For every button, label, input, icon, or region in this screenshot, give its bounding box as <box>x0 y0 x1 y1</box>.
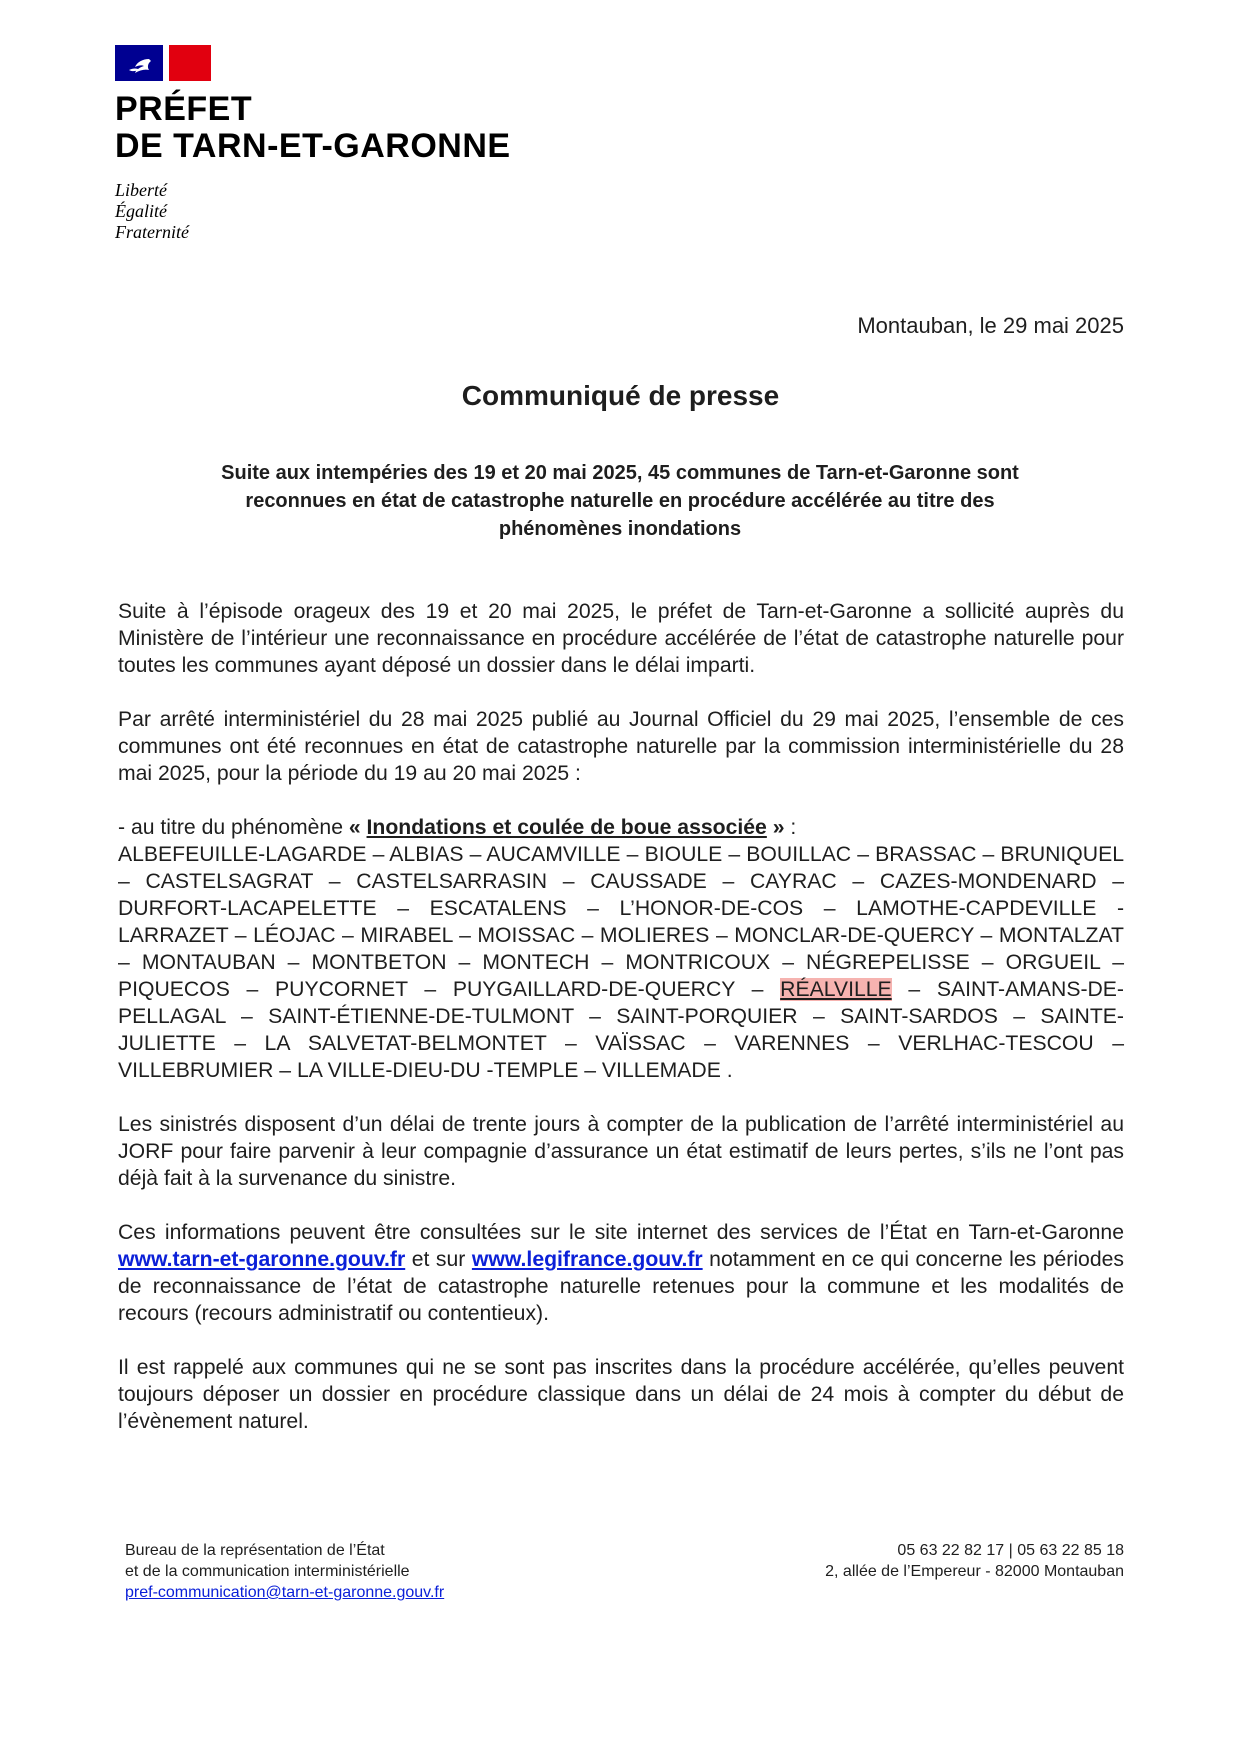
marianne-icon <box>127 55 161 75</box>
footer-bureau-line-2: et de la communication interministérielle <box>125 1563 410 1580</box>
communes-list <box>118 841 1124 1084</box>
phenomenon-suffix: : <box>784 816 797 839</box>
press-release-body <box>118 598 1124 1462</box>
info-text-2: et sur <box>405 1248 472 1271</box>
communes-before: ALBEFEUILLE-LAGARDE – ALBIAS – AUCAMVILLE – BIOULE – BOUILLAC – BRASSAC – BRUNIQUEL – CASTELSAGRAT – CASTELSARRASIN – CAUSSADE – CAYRAC – CAZES-MONDENARD – DURFORT-LACAPELETTE – ESCATALENS – L’HONOR-DE-COS – LAMOTHE-CAPDEVILLE - LARRAZET – LÉOJAC – MIRABEL – MOISSAC – MOLIERES – MONCLAR-DE-QUERCY – MONTALZAT – MONTAUBAN – MONTBETON – MONTECH – MONTRICOUX – NÉGREPELISSE – ORGUEIL – PIQUECOS – PUYCORNET – PUYGAILLARD-DE-QUERCY – <box>118 843 1124 1001</box>
subtitle <box>140 459 1100 543</box>
devise-egalite: Égalité <box>115 201 167 221</box>
quote-open: « <box>348 816 367 839</box>
republique-logo <box>115 45 511 243</box>
prefecture-name <box>115 91 511 165</box>
footer-street-address: 2, allée de l’Empereur - 82000 Montauban <box>825 1563 1124 1580</box>
subtitle-line-2: reconnues en état de catastrophe naturelle en procédure accélérée au titre des <box>245 490 995 512</box>
subtitle-line-1: Suite aux intempéries des 19 et 20 mai 2025, 45 communes de Tarn-et-Garonne sont <box>221 462 1019 484</box>
info-text-3: notamment en ce qui concerne les périodes de reconnaissance de l’état de catastrophe naturelle retenues pour la commune et les modalités de recours (recours administratif ou contentieux). <box>118 1248 1125 1325</box>
paragraph-phenomenon <box>118 814 1124 841</box>
footer-address <box>825 1540 1124 1582</box>
phenomenon-name: Inondations et coulée de boue associée <box>366 816 767 839</box>
phenomenon-prefix: - au titre du phénomène <box>118 816 349 839</box>
quote-close: » <box>766 816 785 839</box>
prefecture-line-1: PRÉFET <box>115 90 253 128</box>
footer-bureau-line-1: Bureau de la représentation de l’État <box>125 1542 385 1559</box>
paragraph-arrete: Par arrêté interministériel du 28 mai 2025 publié au Journal Officiel du 29 mai 2025, l’ensemble de ces communes ont été reconnues en état de catastrophe naturelle par la commission interministérielle du 28 mai 2025, pour la période du 19 au 20 mai 2025 : <box>118 708 1124 785</box>
subtitle-line-3: phénomènes inondations <box>498 518 742 540</box>
highlighted-commune: RÉALVILLE <box>780 978 892 1001</box>
paragraph-episode: Suite à l’épisode orageux des 19 et 20 mai 2025, le préfet de Tarn-et-Garonne a sollicité auprès du Ministère de l’intérieur une reconnaissance en procédure accélérée de l’état de catastrophe naturelle pour toutes les communes ayant déposé un dossier dans le délai imparti. <box>118 600 1124 677</box>
legifrance-link[interactable]: www.legifrance.gouv.fr <box>471 1248 703 1271</box>
prefecture-website-link[interactable]: www.tarn-et-garonne.gouv.fr <box>118 1248 406 1271</box>
document-date: Montauban, le 29 mai 2025 <box>857 313 1124 338</box>
tricolor-flag-icon <box>115 45 211 81</box>
devise <box>115 180 511 243</box>
paragraph-informations <box>118 1219 1124 1327</box>
paragraph-delai: Les sinistrés disposent d’un délai de trente jours à compter de la publication de l’arrêté interministériel au JORF pour faire parvenir à leur compagnie d’assurance un état estimatif de leurs pertes, s’ils ne l’ont pas déjà fait à la survenance du sinistre. <box>118 1113 1124 1190</box>
devise-liberte: Liberté <box>115 180 167 200</box>
communes-after: – SAINT-AMANS-DE-PELLAGAL – SAINT-ÉTIENNE-DE-TULMONT – SAINT-PORQUIER – SAINT-SARDOS – SAINTE-JULIETTE – LA SALVETAT-BELMONTET – VAÏSSAC – VARENNES – VERLHAC-TESCOU – VILLEBRUMIER – LA VILLE-DIEU-DU -TEMPLE – VILLEMADE . <box>118 978 1124 1082</box>
devise-fraternite: Fraternité <box>115 222 189 242</box>
page-title: Communiqué de presse <box>461 380 780 411</box>
footer-contact <box>125 1540 444 1603</box>
footer-phones: 05 63 22 82 17 | 05 63 22 85 18 <box>897 1542 1124 1559</box>
info-text-1: Ces informations peuvent être consultées sur le site internet des services de l’État en Tarn-et-Garonne <box>118 1221 1124 1244</box>
paragraph-rappel: Il est rappelé aux communes qui ne se sont pas inscrites dans la procédure accélérée, qu’elles peuvent toujours déposer un dossier en procédure classique dans un délai de 24 mois à compter du début de l’évènement naturel. <box>118 1356 1124 1433</box>
footer-email-link[interactable]: pref-communication@tarn-et-garonne.gouv.fr <box>125 1584 445 1601</box>
prefecture-line-2: DE TARN-ET-GARONNE <box>115 127 511 165</box>
